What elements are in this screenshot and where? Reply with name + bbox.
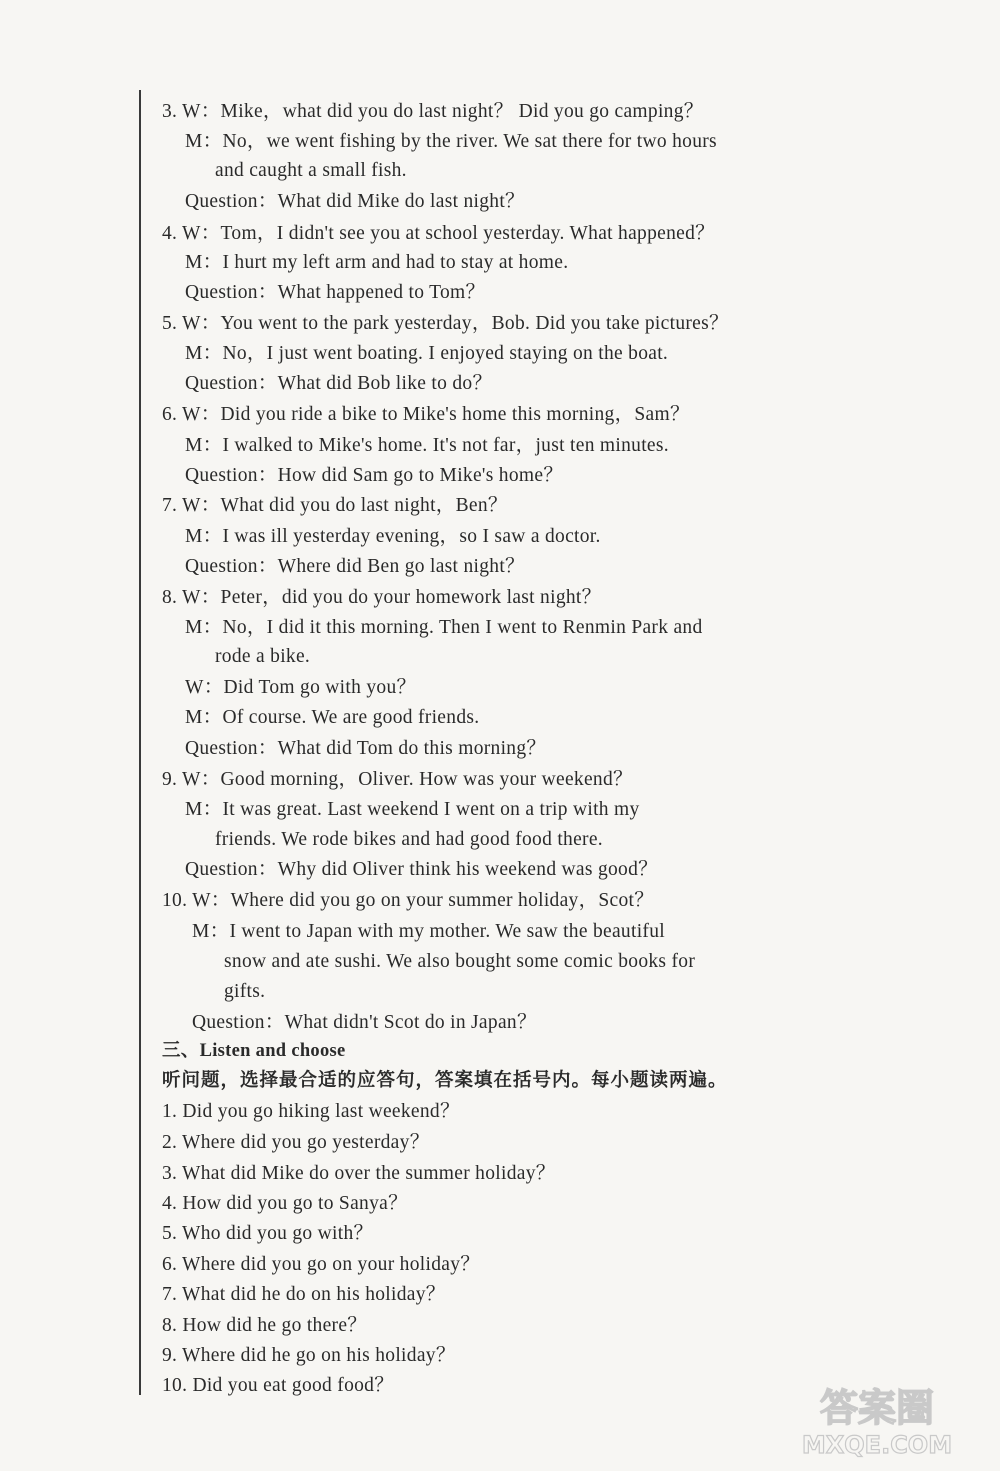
text-line: M：Of course. We are good friends.	[185, 707, 480, 728]
text-line: Question：Where did Ben go last night？	[185, 556, 525, 577]
watermark-logo	[772, 1379, 982, 1459]
text-line: gifts.	[224, 981, 266, 1002]
text-line: rode a bike.	[215, 646, 311, 667]
text-line: 8. How did he go there？	[162, 1315, 368, 1336]
section-instruction: 听问题，选择最合适的应答句，答案填在括号内。每小题读两遍。	[162, 1070, 728, 1091]
text-line: 3. W：Mike，what did you do last night？ Did you go camping？	[162, 101, 704, 122]
text-line: 3. What did Mike do over the summer holiday？	[162, 1163, 556, 1184]
text-line: M：I went to Japan with my mother. We saw the beautiful	[192, 921, 665, 942]
text-line: snow and ate sushi. We also bought some comic books for	[224, 951, 696, 972]
text-line: 9. Where did he go on his holiday？	[162, 1345, 456, 1366]
text-line: friends. We rode bikes and had good food there.	[215, 829, 603, 850]
text-line: 9. W：Good morning，Oliver. How was your weekend？	[162, 769, 633, 790]
text-line: M：No，I did it this morning. Then I went to Renmin Park and	[185, 617, 703, 638]
text-line: M：No，I just went boating. I enjoyed staying on the boat.	[185, 343, 669, 364]
text-line: 1. Did you go hiking last weekend？	[162, 1101, 460, 1122]
text-line: 2. Where did you go yesterday？	[162, 1132, 430, 1153]
text-line: 6. Where did you go on your holiday？	[162, 1254, 481, 1275]
text-line: M：I was ill yesterday evening，so I saw a doctor.	[185, 526, 601, 547]
text-line: Question：What did Mike do last night？	[185, 191, 525, 212]
text-line: 5. W：You went to the park yesterday，Bob. Did you take pictures？	[162, 313, 729, 334]
text-line: Question：Why did Oliver think his weekend was good？	[185, 859, 658, 880]
text-line: and caught a small fish.	[215, 160, 407, 181]
text-line: Question：What did Bob like to do？	[185, 373, 493, 394]
text-line: 10. W：Where did you go on your summer holiday，Scot？	[162, 890, 655, 911]
text-line: 5. Who did you go with？	[162, 1223, 374, 1244]
text-line: 4. How did you go to Sanya？	[162, 1193, 408, 1214]
text-line: 8. W：Peter，did you do your homework last night？	[162, 587, 602, 608]
text-line: M：I hurt my left arm and had to stay at home.	[185, 252, 569, 273]
text-line: M：I walked to Mike's home. It's not far，just ten minutes.	[185, 435, 669, 456]
text-line: 7. What did he do on his holiday？	[162, 1284, 446, 1305]
text-line: Question：What did Tom do this morning？	[185, 738, 547, 759]
text-line: 4. W：Tom，I didn't see you at school yesterday. What happened？	[162, 223, 715, 244]
watermark-url: MXQE.COM	[801, 1431, 953, 1459]
watermark-logo-text: 答案圈	[819, 1386, 935, 1430]
text-line: Question：What didn't Scot do in Japan？	[192, 1012, 537, 1033]
section-heading: 三、Listen and choose	[162, 1041, 346, 1061]
text-line: M：No，we went fishing by the river. We sat there for two hours	[185, 131, 717, 152]
text-line: W：Did Tom go with you？	[185, 677, 417, 698]
text-line: Question：How did Sam go to Mike's home？	[185, 465, 564, 486]
text-line: 10. Did you eat good food？	[162, 1375, 395, 1396]
text-line: 7. W：What did you do last night，Ben？	[162, 495, 508, 516]
text-line: 6. W：Did you ride a bike to Mike's home this morning，Sam？	[162, 404, 690, 425]
text-line: M：It was great. Last weekend I went on a trip with my	[185, 799, 640, 820]
text-line: Question：What happened to Tom？	[185, 282, 486, 303]
